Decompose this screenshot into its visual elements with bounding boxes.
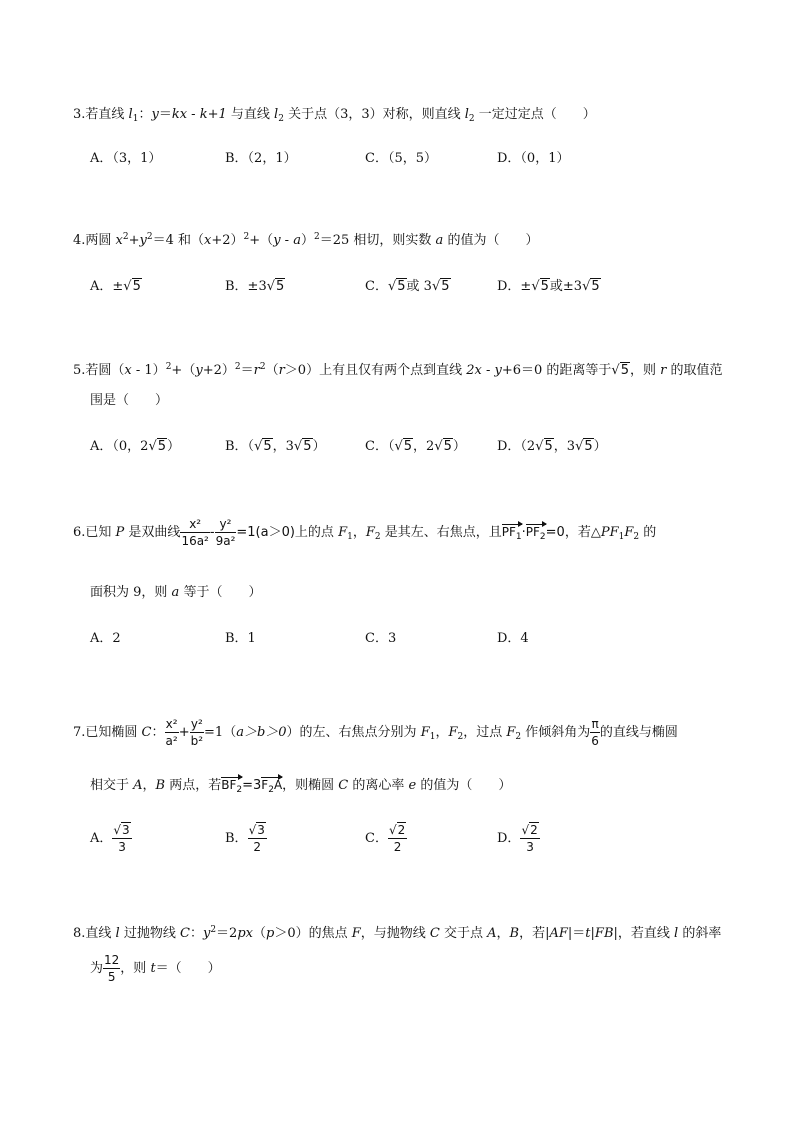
question-7-stem-line-2: 相交于 A，B 两点，若$BF_2=3F_2A$，则椭圆 C 的离心率 e 的值为（ ）: [90, 778, 512, 795]
q7-option-c: C． $\frac{√2}{2}$: [365, 823, 406, 854]
question-3-stem: 3.若直线 $l_1$：y＝kx - k+1 与直线 $l_2$ 关于点（3，3）对称，则直线 $l_2$ 一定过定点（ ）: [73, 107, 596, 124]
vector-bf2: $BF_2$: [221, 778, 243, 795]
q6-option-a: A．2: [90, 631, 121, 646]
question-5-stem: 5.若圆$(x - 1)^2+(y+2)^2=r^2(r>0)$上有且仅有两个点到直线 2x - y+6＝0 的距离等于√5，则 r 的取值范: [73, 362, 723, 378]
vector-pf1: $PF_1$: [501, 525, 522, 542]
q3-option-b: B．（2，1）: [225, 151, 297, 166]
q6-option-d: D．4: [497, 631, 529, 646]
q8-fraction-slope: $\frac{12}{5}$: [104, 953, 120, 984]
q7-option-d: D． $\frac{√2}{3}$: [497, 823, 538, 854]
question-5-stem-line-2: 围是（ ）: [90, 393, 169, 408]
q7-option-a: A． $\frac{√3}{3}$: [90, 823, 130, 854]
q3-option-d: D．（0，1）: [497, 151, 570, 166]
q4-option-c: C．√5或 3√5: [365, 279, 450, 294]
question-8-stem-line-2: 为 $\frac{12}{5}$ ，则 t＝（ ）: [90, 953, 221, 984]
question-8-stem: 8.直线 l 过抛物线 C：$y^2=2px(p>0)$的焦点 F，与抛物线 C 交于点 A，B，若|AF|＝t|FB|，若直线 l 的斜率: [73, 925, 722, 941]
question-6-stem: 6.已知 P 是双曲线 $\frac{\text{x²}}{\text{16a²}}$ - $\frac{\text{y²}}{\text{9a²}}$ =1(a＞0)上的点 $F_1$，$F_2$ 是其左、右焦点，且$PF_1\cdot PF_2=0$，若$\triangle PF_1F_2$ 的: [73, 517, 657, 548]
q6-fraction-x: $\frac{\text{x²}}{\text{16a²}}$: [181, 517, 209, 548]
q7-fraction-pi: $\frac{\pi}{6}$: [591, 717, 599, 748]
q5-option-b: B．（√5，3√5）: [225, 439, 326, 454]
q6-option-c: C．3: [365, 631, 397, 646]
q7-option-b: B． $\frac{√3}{2}$: [225, 823, 265, 854]
question-4-stem: 4.两圆 $x^2+y^2=4$ 和$(x+2)^2+(y - a)^2=25$ 相切，则实数 a 的值为（ ）: [73, 232, 539, 248]
vector-f2a: $F_2A$: [261, 778, 283, 795]
question-7-stem: 7.已知椭圆 C： $\frac{\text{x²}}{\text{a²}}$ + $\frac{\text{y²}}{\text{b²}}$ =1（a＞b＞0）的左、右焦点分别为 $F_1$，$F_2$，过点 $F_2$ 作倾斜角为 $\frac{\pi}{6}$ 的直线与椭圆: [73, 717, 678, 748]
q4-option-b: B．±3√5: [225, 279, 285, 294]
q5-option-c: C．（√5，2√5）: [365, 439, 466, 454]
q6-fraction-y: $\frac{\text{y²}}{\text{9a²}}$: [215, 517, 236, 548]
q4-option-d: D．±√5或±3√5: [497, 279, 600, 294]
q5-option-d: D．（2√5，3√5）: [497, 439, 607, 454]
q4-option-a: A．±√5: [90, 279, 141, 294]
q7-fraction-x: $\frac{\text{x²}}{\text{a²}}$: [165, 717, 178, 748]
vector-pf2: $PF_2$: [525, 525, 546, 542]
q7-fraction-y: $\frac{\text{y²}}{\text{b²}}$: [190, 717, 204, 748]
q6-option-b: B．1: [225, 631, 256, 646]
question-6-stem-line-2: 面积为 9，则 a 等于（ ）: [90, 585, 262, 600]
q3-option-a: A．（3，1）: [90, 151, 162, 166]
q3-option-c: C．（5，5）: [365, 151, 437, 166]
q5-option-a: A．（0，2√5）: [90, 439, 181, 454]
